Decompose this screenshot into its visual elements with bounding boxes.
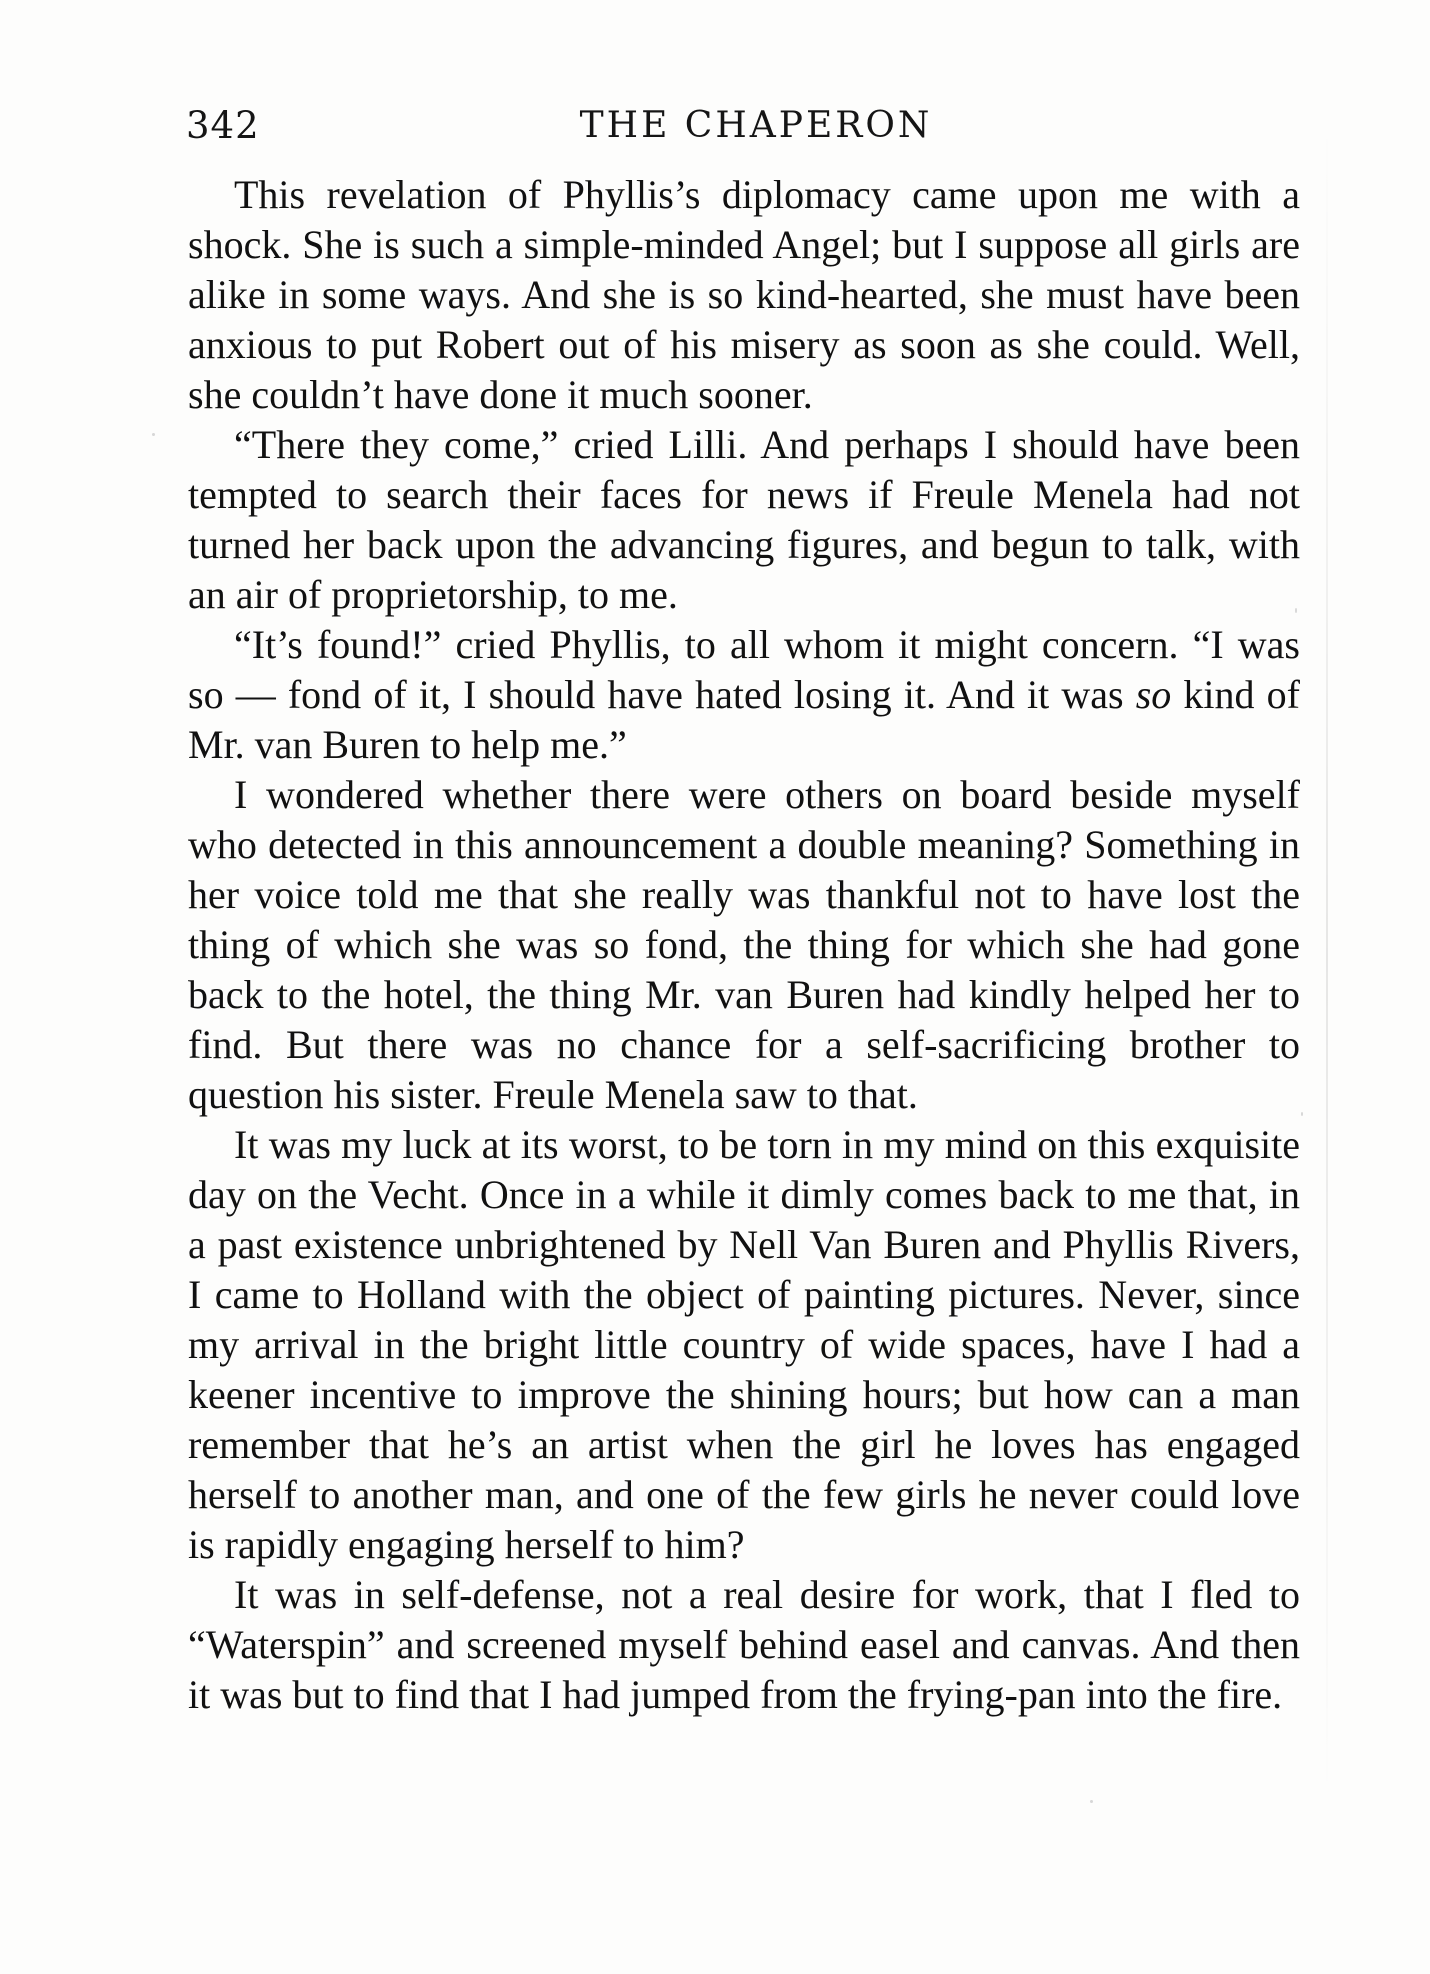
- page-number: 342: [186, 104, 260, 147]
- paragraph-3-text-before: “It’s found!” cried Phyllis, to all whom it might concern. “I was so — fond of it, I should have hated losing it. And it was: [188, 622, 1300, 717]
- paragraph-3: [188, 620, 1300, 770]
- paragraph-1: This revelation of Phyllis’s diplomacy came upon me with a shock. She is such a simple-minded Angel; but I suppose all girls are alike in some ways. And she is so kind-hearted, she must have been anxious to put Robert out of his misery as soon as she could. Well, she couldn’t have done it much sooner.: [188, 172, 1300, 417]
- scan-mark-4: [1090, 1800, 1093, 1803]
- paragraph-3-text-after: kind of Mr. van Buren to help me.”: [188, 672, 1300, 767]
- scan-mark-1: [152, 433, 155, 436]
- paragraph-3-emphasis: so: [1135, 672, 1172, 717]
- page-edge-shadow: [1326, 120, 1328, 1800]
- running-title: THE CHAPERON: [579, 105, 933, 146]
- paragraph-4: I wondered whether there were others on board beside myself who detected in this announcement a double meaning? Something in her voice told me that she really was thankful not to have lost the thing of which she was so fond, the thing for which she had gone back to the hotel, the thing Mr. van Buren had kindly helped her to find. But there was no chance for a self-sacrificing brother to question his sister. Freule Menela saw to that.: [188, 772, 1300, 1117]
- scan-mark-2: [1295, 608, 1297, 613]
- page-body: [188, 170, 1300, 1720]
- paragraph-2: “There they come,” cried Lilli. And perhaps I should have been tempted to search their faces for news if Freule Menela had not turned her back upon the advancing figures, and begun to talk, with an air of proprietorship, to me.: [188, 422, 1300, 617]
- paragraph-5: It was my luck at its worst, to be torn in my mind on this exquisite day on the Vecht. Once in a while it dimly comes back to me that, in a past existence unbrightened by Nell Van Buren and Phyllis Rivers, I came to Holland with the object of painting pictures. Never, since my arrival in the bright little country of wide spaces, have I had a keener incentive to improve the shining hours; but how can a man remember that he’s an artist when the girl he loves has engaged herself to another man, and one of the few girls he never could love is rapidly engaging herself to him?: [188, 1122, 1300, 1567]
- page-header: [186, 100, 1294, 160]
- scan-mark-3: [1301, 1112, 1303, 1116]
- paragraph-6: It was in self-defense, not a real desire for work, that I fled to “Waterspin” and screened myself behind easel and canvas. And then it was but to find that I had jumped from the frying-pan into the fire.: [188, 1572, 1300, 1717]
